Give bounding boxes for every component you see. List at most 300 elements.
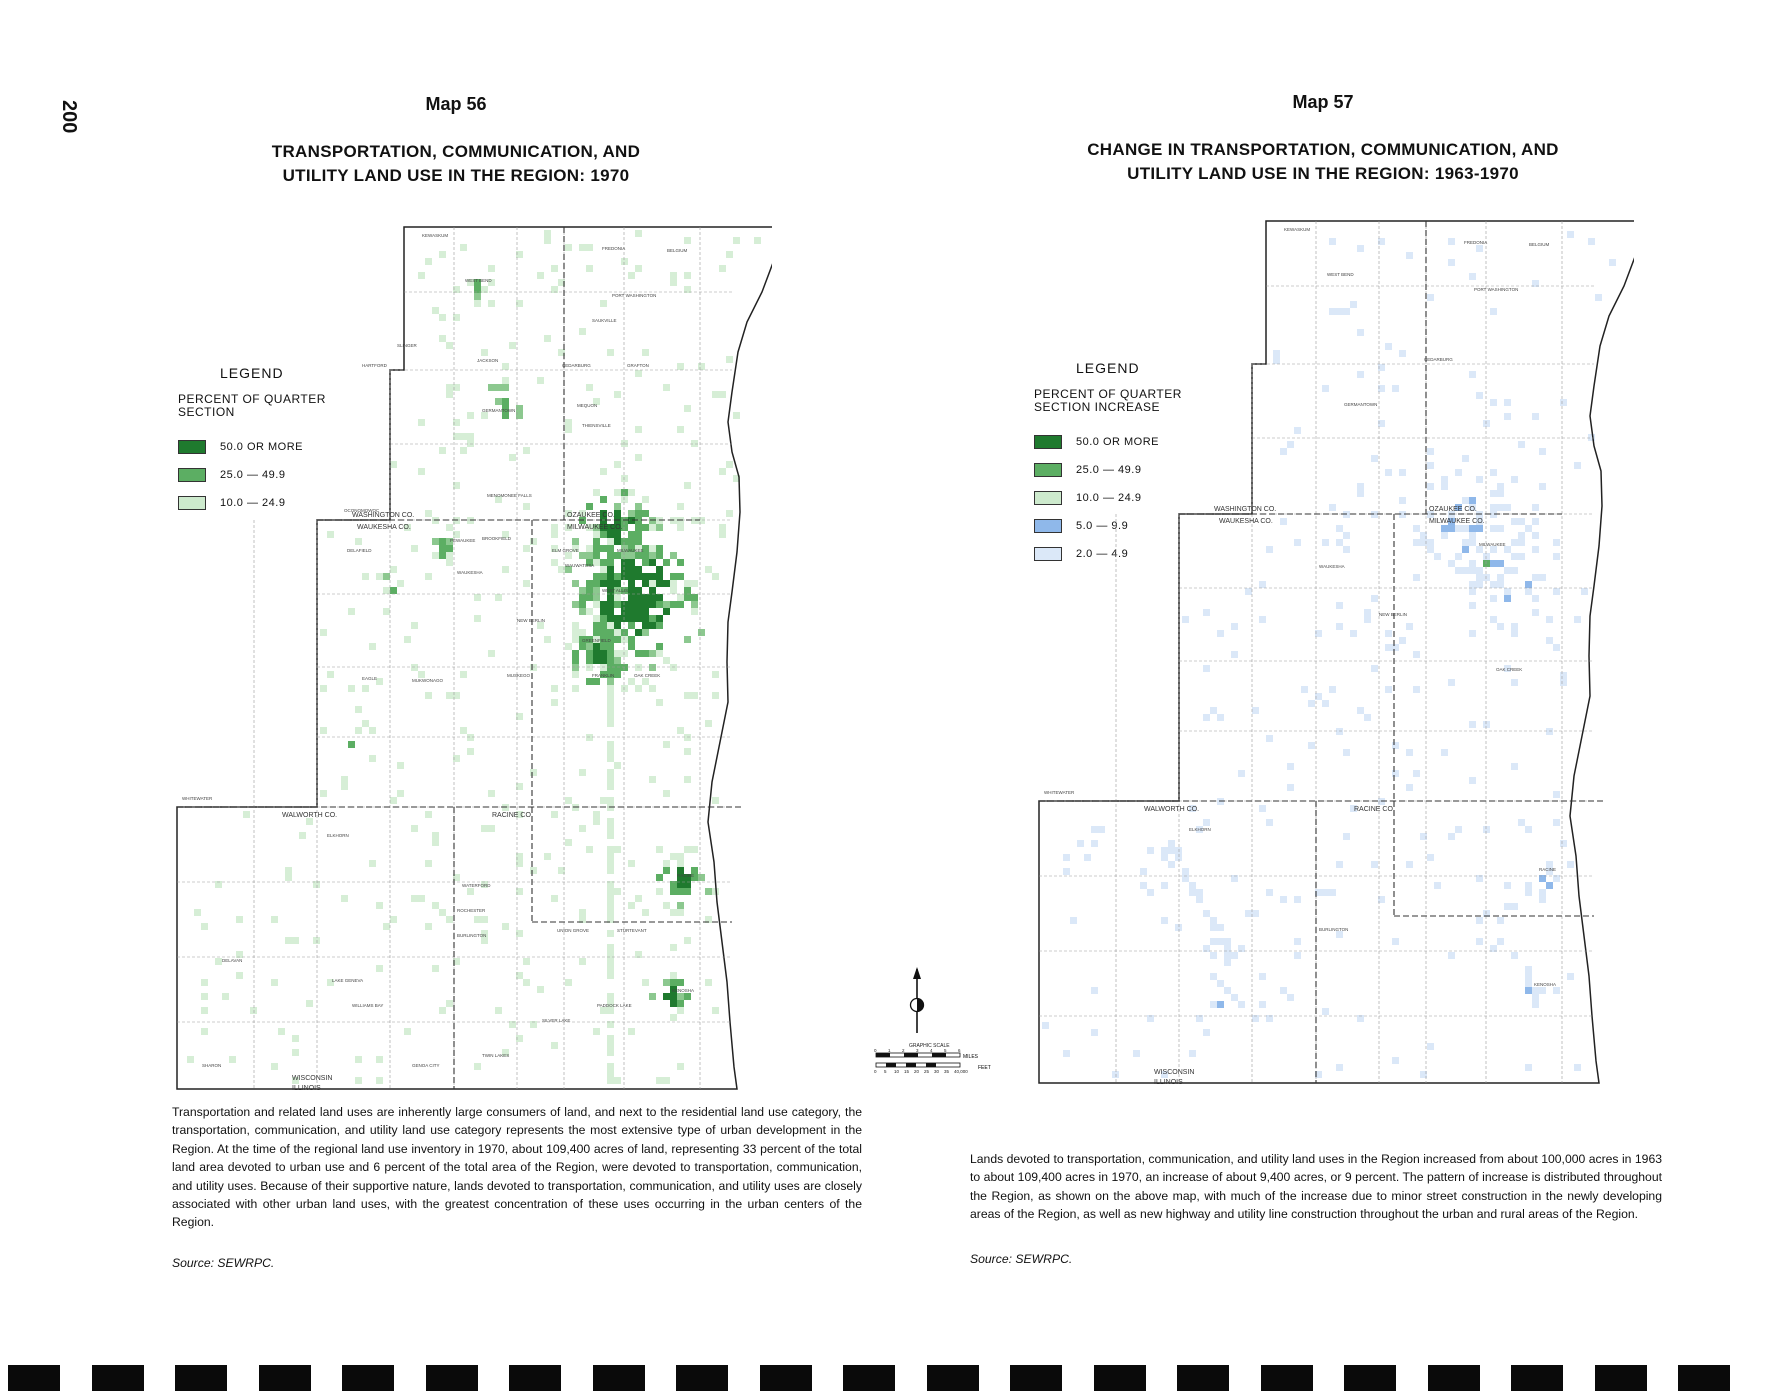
- scale-tick: 10: [894, 1069, 900, 1074]
- map-cell: [565, 244, 572, 251]
- map-cell: [355, 706, 362, 713]
- map-cell: [649, 552, 656, 559]
- map-cell: [1476, 917, 1483, 924]
- map-cell: [320, 629, 327, 636]
- map-cell: [649, 559, 656, 566]
- map-cell: [1392, 1057, 1399, 1064]
- county-label-washington: WASHINGTON CO.: [1214, 506, 1277, 513]
- place-label: WAUWATOSA: [565, 563, 595, 568]
- map-cell: [502, 566, 509, 573]
- map-cell: [1203, 1029, 1210, 1036]
- map-cell: [1392, 742, 1399, 749]
- map-cell: [579, 769, 586, 776]
- map-cell: [1476, 392, 1483, 399]
- legend-label: 2.0 — 4.9: [1076, 548, 1129, 560]
- map-cell: [285, 867, 292, 874]
- map-cell: [1539, 574, 1546, 581]
- map-cell: [1343, 749, 1350, 756]
- map-cell: [1336, 602, 1343, 609]
- map-cell: [292, 1035, 299, 1042]
- scale-tick: 0: [874, 1069, 877, 1074]
- map-cell: [621, 552, 628, 559]
- map-cell: [684, 748, 691, 755]
- map-cell: [719, 531, 726, 538]
- map-cell: [579, 587, 586, 594]
- map-cell: [1574, 1064, 1581, 1071]
- map-cell: [593, 601, 600, 608]
- map-cell: [439, 552, 446, 559]
- map-cell: [1525, 581, 1532, 588]
- map-cell: [1595, 294, 1602, 301]
- county-label-illinois: ILLINOIS: [292, 1085, 321, 1092]
- map-cell: [341, 783, 348, 790]
- map-cell: [1434, 882, 1441, 889]
- map-cell: [635, 531, 642, 538]
- map-cell: [670, 979, 677, 986]
- map-cell: [1133, 1050, 1140, 1057]
- map-cell: [607, 650, 614, 657]
- map-cell: [670, 1000, 677, 1007]
- map-cell: [411, 545, 418, 552]
- map-cell: [1385, 644, 1392, 651]
- map-cell: [1329, 308, 1336, 315]
- map-cell: [621, 685, 628, 692]
- right-county-lines: [1039, 221, 1604, 1083]
- map-cell: [1294, 952, 1301, 959]
- map-cell: [439, 1007, 446, 1014]
- map-cell: [1525, 1064, 1532, 1071]
- left-map-cells: [187, 230, 761, 1084]
- map-cell: [1532, 546, 1539, 553]
- county-label-walworth: WALWORTH CO.: [282, 812, 338, 819]
- map-cell: [1371, 861, 1378, 868]
- map-cell: [642, 601, 649, 608]
- map-cell: [642, 629, 649, 636]
- map-cell: [579, 909, 586, 916]
- map-cell: [201, 923, 208, 930]
- map-cell: [1413, 525, 1420, 532]
- map-cell: [607, 664, 614, 671]
- map-cell: [635, 552, 642, 559]
- map-cell: [1497, 504, 1504, 511]
- map-cell: [1553, 588, 1560, 595]
- map-cell: [236, 972, 243, 979]
- map-cell: [614, 538, 621, 545]
- map-cell: [642, 615, 649, 622]
- map-cell: [572, 538, 579, 545]
- map-cell: [1525, 966, 1532, 973]
- map-cell: [586, 244, 593, 251]
- map-cell: [1357, 707, 1364, 714]
- map-cell: [607, 895, 614, 902]
- map-cell: [649, 594, 656, 601]
- map-cell: [1336, 623, 1343, 630]
- map-cell: [1357, 329, 1364, 336]
- map-cell: [691, 594, 698, 601]
- map-cell: [1210, 952, 1217, 959]
- right-source: Source: SEWRPC.: [970, 1252, 1073, 1266]
- map-cell: [313, 937, 320, 944]
- place-label: KENOSHA: [1534, 982, 1557, 987]
- map-cell: [1063, 868, 1070, 875]
- map-cell: [1574, 616, 1581, 623]
- map-cell: [1161, 917, 1168, 924]
- place-label: ELM GROVE: [552, 548, 579, 553]
- map-cell: [593, 657, 600, 664]
- map-cell: [712, 573, 719, 580]
- map-cell: [474, 916, 481, 923]
- county-label-wisconsin: WISCONSIN: [292, 1075, 333, 1082]
- map-cell: [292, 937, 299, 944]
- map-cell: [607, 818, 614, 825]
- map-cell: [593, 811, 600, 818]
- map-cell: [1301, 686, 1308, 693]
- map-cell: [614, 552, 621, 559]
- map-cell: [691, 846, 698, 853]
- map-cell: [425, 510, 432, 517]
- map-cell: [656, 699, 663, 706]
- map-cell: [355, 538, 362, 545]
- map-cell: [1469, 497, 1476, 504]
- map-cell: [1329, 504, 1336, 511]
- map-cell: [537, 377, 544, 384]
- map-cell: [1581, 588, 1588, 595]
- map-cell: [1448, 679, 1455, 686]
- map-cell: [628, 594, 635, 601]
- map-cell: [411, 664, 418, 671]
- map-cell: [607, 825, 614, 832]
- map-cell: [1161, 847, 1168, 854]
- map-cell: [691, 692, 698, 699]
- map-cell: [362, 720, 369, 727]
- map-cell: [656, 580, 663, 587]
- map-cell: [572, 657, 579, 664]
- map-cell: [1182, 616, 1189, 623]
- map-cell: [642, 580, 649, 587]
- map-cell: [439, 545, 446, 552]
- map-cell: [579, 608, 586, 615]
- map-cell: [1469, 581, 1476, 588]
- legend-subheading-line2: SECTION: [178, 405, 235, 419]
- map-cell: [1217, 938, 1224, 945]
- scale-tick: 20: [914, 1069, 920, 1074]
- map-cell: [656, 650, 663, 657]
- map-cell: [537, 986, 544, 993]
- map-cell: [397, 762, 404, 769]
- place-label: PADDOCK LAKE: [597, 1003, 632, 1008]
- map-cell: [425, 923, 432, 930]
- map-cell: [1511, 623, 1518, 630]
- map-cell: [628, 580, 635, 587]
- right-map-label: Map 57: [1292, 92, 1354, 112]
- map-cell: [607, 888, 614, 895]
- map-cell: [383, 608, 390, 615]
- map-cell: [593, 1028, 600, 1035]
- map-cell: [1322, 539, 1329, 546]
- map-cell: [446, 524, 453, 531]
- map-cell: [677, 727, 684, 734]
- map-cell: [1553, 553, 1560, 560]
- place-label: DELAFIELD: [347, 548, 372, 553]
- map-cell: [1469, 567, 1476, 574]
- map-cell: [677, 524, 684, 531]
- map-cell: [607, 1007, 614, 1014]
- map-cell: [642, 552, 649, 559]
- map-cell: [376, 1077, 383, 1084]
- map-cell: [677, 993, 684, 1000]
- map-cell: [1294, 896, 1301, 903]
- map-cell: [1385, 686, 1392, 693]
- left-map-label: Map 56: [425, 94, 487, 114]
- map-cell: [607, 538, 614, 545]
- map-cell: [1259, 616, 1266, 623]
- map-cell: [649, 524, 656, 531]
- map-cell: [586, 552, 593, 559]
- map-cell: [460, 727, 467, 734]
- map-cell: [572, 685, 579, 692]
- map-cell: [1224, 959, 1231, 966]
- map-cell: [1462, 546, 1469, 553]
- map-cell: [677, 363, 684, 370]
- map-cell: [649, 587, 656, 594]
- map-cell: [719, 265, 726, 272]
- place-label: MUKWONAGO: [412, 678, 443, 683]
- map-cell: [1168, 861, 1175, 868]
- map-cell: [1448, 259, 1455, 266]
- map-cell: [1476, 574, 1483, 581]
- map-cell: [404, 1028, 411, 1035]
- map-cell: [1441, 525, 1448, 532]
- map-cell: [1532, 574, 1539, 581]
- registration-marks: [0, 1365, 1770, 1395]
- map-cell: [1336, 525, 1343, 532]
- map-cell: [1196, 889, 1203, 896]
- place-label: MEQUON: [577, 403, 598, 408]
- registration-mark: [760, 1365, 812, 1391]
- map-cell: [1497, 938, 1504, 945]
- map-cell: [635, 230, 642, 237]
- map-cell: [628, 573, 635, 580]
- map-cell: [607, 552, 614, 559]
- place-label: FREDONIA: [602, 246, 626, 251]
- map-cell: [670, 1014, 677, 1021]
- map-cell: [670, 944, 677, 951]
- map-cell: [1112, 1071, 1119, 1078]
- map-cell: [607, 657, 614, 664]
- right-title-line2: UTILITY LAND USE IN THE REGION: 1963-1970: [1127, 164, 1519, 183]
- map-cell: [670, 552, 677, 559]
- map-cell: [572, 580, 579, 587]
- map-cell: [635, 587, 642, 594]
- county-label-racine: RACINE CO.: [1354, 806, 1395, 813]
- map-cell: [1525, 525, 1532, 532]
- map-cell: [1490, 308, 1497, 315]
- map-cell: [1406, 623, 1413, 630]
- map-cell: [607, 1063, 614, 1070]
- place-label: WEST BEND: [465, 278, 492, 283]
- map-cell: [292, 1049, 299, 1056]
- map-cell: [1504, 588, 1511, 595]
- map-cell: [1462, 539, 1469, 546]
- map-cell: [593, 531, 600, 538]
- map-cell: [1455, 567, 1462, 574]
- map-cell: [551, 811, 558, 818]
- map-cell: [481, 349, 488, 356]
- place-label: CEDARBURG: [1424, 357, 1453, 362]
- map-cell: [1532, 595, 1539, 602]
- map-cell: [649, 601, 656, 608]
- map-cell: [1343, 833, 1350, 840]
- place-label: CEDARBURG: [562, 363, 591, 368]
- right-map-title: [1040, 138, 1606, 186]
- place-label: WILLIAMS BAY: [352, 1003, 384, 1008]
- map-cell: [1266, 546, 1273, 553]
- map-cell: [523, 580, 530, 587]
- map-cell: [642, 524, 649, 531]
- map-cell: [1259, 973, 1266, 980]
- map-cell: [551, 559, 558, 566]
- map-cell: [635, 685, 642, 692]
- map-cell: [593, 538, 600, 545]
- map-cell: [607, 972, 614, 979]
- place-label: ELKHORN: [327, 833, 349, 838]
- map-cell: [1413, 539, 1420, 546]
- map-cell: [1357, 490, 1364, 497]
- place-label: EAGLE: [362, 676, 378, 681]
- map-cell: [1413, 770, 1420, 777]
- map-cell: [684, 937, 691, 944]
- map-cell: [593, 545, 600, 552]
- place-label: WATERFORD: [462, 883, 491, 888]
- map-cell: [670, 601, 677, 608]
- map-cell: [586, 580, 593, 587]
- map-cell: [1483, 553, 1490, 560]
- map-cell: [474, 293, 481, 300]
- map-cell: [1210, 938, 1217, 945]
- legend-label: 50.0 OR MORE: [1076, 436, 1160, 448]
- registration-mark: [8, 1365, 60, 1391]
- map-cell: [460, 671, 467, 678]
- map-cell: [1259, 1001, 1266, 1008]
- map-cell: [607, 545, 614, 552]
- map-cell: [677, 594, 684, 601]
- map-cell: [614, 503, 621, 510]
- map-cell: [467, 412, 474, 419]
- place-label: STURTEVANT: [617, 928, 647, 933]
- map-cell: [418, 468, 425, 475]
- map-cell: [481, 412, 488, 419]
- map-cell: [1448, 560, 1455, 567]
- map-cell: [1434, 553, 1441, 560]
- map-cell: [607, 629, 614, 636]
- map-cell: [1406, 861, 1413, 868]
- map-cell: [663, 860, 670, 867]
- map-cell: [383, 923, 390, 930]
- map-cell: [565, 979, 572, 986]
- map-cell: [1175, 847, 1182, 854]
- map-cell: [1483, 560, 1490, 567]
- scale-tick: 3: [916, 1048, 919, 1053]
- legend-label: 10.0 — 24.9: [220, 497, 286, 509]
- map-cell: [600, 1007, 607, 1014]
- map-cell: [1308, 742, 1315, 749]
- map-cell: [1567, 231, 1574, 238]
- map-cell: [614, 846, 621, 853]
- place-label: FRANKLIN: [592, 673, 615, 678]
- map-cell: [572, 671, 579, 678]
- map-cell: [635, 573, 642, 580]
- right-title-line1: CHANGE IN TRANSPORTATION, COMMUNICATION, AND: [1087, 140, 1559, 159]
- place-label: MUSKEGO: [507, 673, 531, 678]
- map-cell: [1210, 1001, 1217, 1008]
- map-cell: [1294, 938, 1301, 945]
- place-label: NEW BERLIN: [517, 618, 546, 623]
- map-cell: [467, 433, 474, 440]
- place-label: BROOKFIELD: [482, 536, 512, 541]
- map-cell: [593, 587, 600, 594]
- map-cell: [607, 608, 614, 615]
- map-cell: [628, 489, 635, 496]
- map-cell: [579, 825, 586, 832]
- map-cell: [642, 979, 649, 986]
- map-cell: [1322, 889, 1329, 896]
- scale-feet-label: FEET: [978, 1065, 991, 1071]
- map-cell: [1294, 427, 1301, 434]
- map-cell: [586, 846, 593, 853]
- scale-tick: 2: [902, 1048, 905, 1053]
- map-cell: [1273, 350, 1280, 357]
- registration-mark: [593, 1365, 645, 1391]
- map-cell: [1518, 518, 1525, 525]
- map-cell: [1336, 308, 1343, 315]
- map-cell: [1560, 840, 1567, 847]
- scale-title: GRAPHIC SCALE: [909, 1043, 950, 1049]
- map-cell: [579, 643, 586, 650]
- map-cell: [635, 608, 642, 615]
- map-cell: [439, 538, 446, 545]
- map-cell: [614, 1077, 621, 1084]
- map-cell: [418, 272, 425, 279]
- map-cell: [1091, 826, 1098, 833]
- map-cell: [614, 573, 621, 580]
- map-cell: [1399, 350, 1406, 357]
- map-cell: [194, 909, 201, 916]
- map-cell: [502, 412, 509, 419]
- map-cell: [544, 853, 551, 860]
- map-cell: [614, 888, 621, 895]
- map-cell: [621, 664, 628, 671]
- map-cell: [565, 426, 572, 433]
- map-cell: [607, 678, 614, 685]
- map-cell: [1511, 952, 1518, 959]
- scale-tick: 15: [904, 1069, 910, 1074]
- map-cell: [684, 734, 691, 741]
- map-cell: [607, 559, 614, 566]
- map-cell: [1483, 826, 1490, 833]
- map-cell: [586, 384, 593, 391]
- map-cell: [607, 860, 614, 867]
- map-cell: [537, 622, 544, 629]
- map-cell: [1322, 385, 1329, 392]
- map-cell: [1539, 483, 1546, 490]
- map-cell: [1476, 581, 1483, 588]
- map-cell: [572, 636, 579, 643]
- map-cell: [663, 993, 670, 1000]
- map-cell: [663, 384, 670, 391]
- map-cell: [614, 510, 621, 517]
- map-cell: [607, 706, 614, 713]
- map-cell: [1329, 686, 1336, 693]
